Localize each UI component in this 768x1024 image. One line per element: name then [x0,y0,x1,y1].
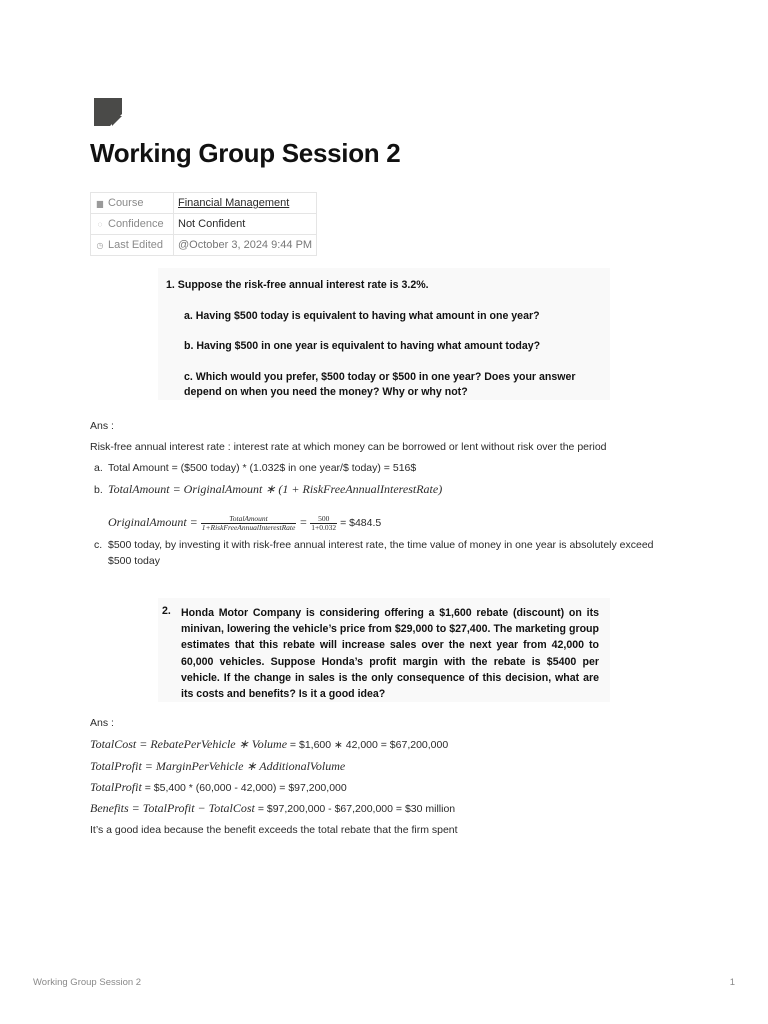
properties-table [90,192,317,256]
list-marker-a: a. [94,462,103,474]
answer-2-total-profit-formula: TotalProfit = MarginPerVehicle ∗ AdditionalVolume [90,759,346,773]
list-marker-c: c. [94,539,103,551]
page-number: 1 [729,977,735,988]
clock-icon: ◷ [96,241,104,250]
question-2-number: 2. [162,605,171,617]
equation-result: = $484.5 [337,517,382,529]
answer-2-label: Ans : [90,717,114,729]
property-key: Confidence [108,218,164,230]
page-title: Working Group Session 2 [90,138,401,168]
footer-title: Working Group Session 2 [33,977,142,988]
page-icon [94,98,122,126]
answer-2-total-cost: TotalCost = RebatePerVehicle ∗ Volume = $1,600 ∗ 42,000 = $67,200,000 [90,737,449,751]
equation-lhs: OriginalAmount = [108,515,198,529]
question-1b: b. Having $500 in one year is equivalent to having what amount today? [184,340,541,352]
equation-equals: = [299,515,308,529]
question-1c-line1: c. Which would you prefer, $500 today or $500 in one year? Does your answer [184,371,576,383]
question-1a: a. Having $500 today is equivalent to having what amount in one year? [184,310,540,322]
answer-1-intro: Risk-free annual interest rate : interest rate at which money can be borrowed or lent without risk over the period [90,441,607,453]
answer-1c-line2: $500 today [108,555,160,567]
list-marker-b: b. [94,484,103,496]
equation-fraction-1: $\frac{\text{TotalAmount}}{\text{1+RiskFreeAnnualInterestRate}}$ [201,513,296,532]
equation-fraction-2: $\frac{500}{1+0.032}$ [311,513,337,532]
course-link[interactable]: Financial Management [174,193,317,214]
book-icon: ▆ [96,199,104,208]
question-2-text: Honda Motor Company is considering offering a $1,600 rebate (discount) on its minivan, lowering the vehicle’s price from $29,000 to $27,400. The marketing group estimates that this rebate will increase sales over the next year from 42,000 to 60,000 vehicles. Suppose Honda’s profit margin with the rebate is $5400 per vehicle. If the change in sales is the only consequence of this decision, what are its costs and benefits? Is it a good idea? [181,607,599,701]
property-row-course [91,193,317,214]
question-1-heading: 1. Suppose the risk-free annual interest rate is 3.2%. [166,279,429,291]
answer-2-benefits: Benefits = TotalProfit − TotalCost = $97,200,000 - $67,200,000 = $30 million [90,801,456,815]
last-edited-value: @October 3, 2024 9:44 PM [174,235,317,256]
answer-2-conclusion: It’s a good idea because the benefit exceeds the total rebate that the firm spent [90,824,458,836]
answer-1c-line1: $500 today, by investing it with risk-free annual interest rate, the time value of money in one year is absolutely exceed [108,539,654,551]
answer-1b-equation [108,511,381,534]
status-icon: ◌ [97,220,103,229]
answer-2-total-profit-value: TotalProfit = $5,400 * (60,000 - 42,000) = $97,200,000 [90,780,347,794]
confidence-value[interactable]: Not Confident [174,214,317,235]
answer-1b-formula: TotalAmount = OriginalAmount ∗ (1 + RiskFreeAnnualInterestRate) [108,482,443,496]
property-key: Course [108,197,144,209]
question-1c-line2: depend on when you need the money? Why or why not? [184,386,468,398]
property-row-last-edited [91,235,317,256]
property-row-confidence [91,214,317,235]
answer-1a: Total Amount = ($500 today) * (1.032$ in one year/$ today) = 516$ [108,462,417,474]
answer-1-label: Ans : [90,420,114,432]
property-key: Last Edited [108,239,164,251]
